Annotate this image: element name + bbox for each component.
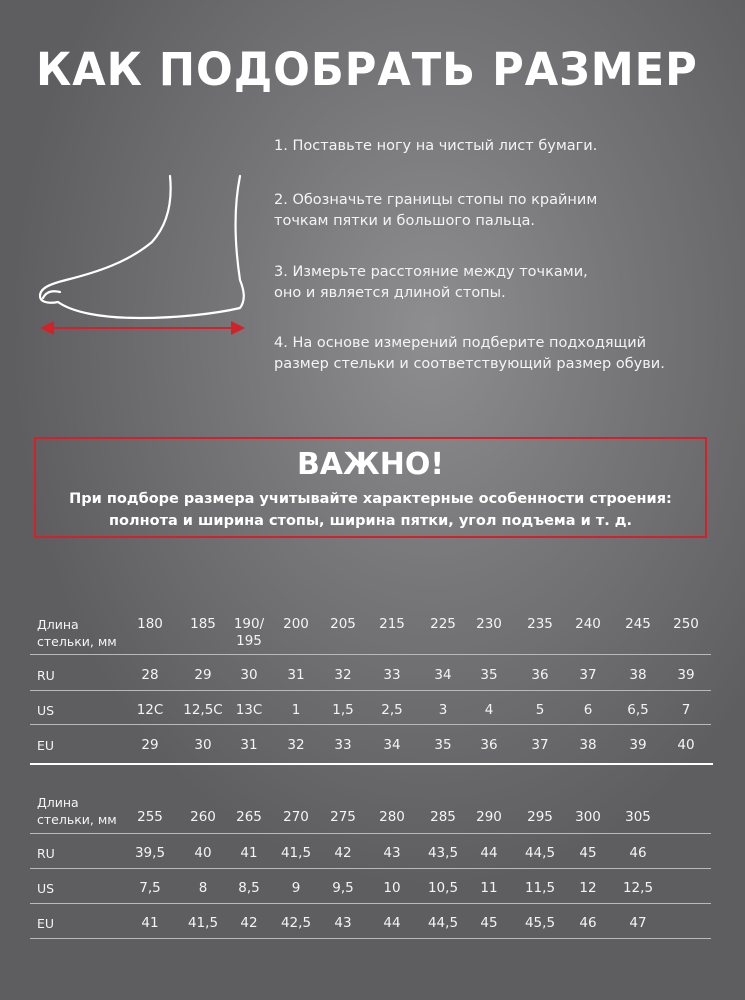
- cell-insole: 215: [379, 616, 405, 632]
- cell-ru: 28: [141, 667, 159, 683]
- cell-us: 7: [681, 702, 691, 718]
- page-title: КАК ПОДОБРАТЬ РАЗМЕР: [36, 43, 698, 96]
- cell-ru: 41,5: [280, 845, 312, 861]
- cell-ru: 39,5: [134, 845, 166, 861]
- cell-ru: 38: [629, 667, 647, 683]
- important-notice: [34, 437, 707, 538]
- cell-ru: 40: [194, 845, 212, 861]
- cell-us: 7,5: [139, 880, 161, 896]
- cell-insole: 285: [430, 809, 456, 825]
- step-1: 1. Поставьте ногу на чистый лист бумаги.: [274, 138, 598, 154]
- cell-insole: 235: [527, 616, 553, 632]
- table-divider: [30, 868, 711, 869]
- cell-us: 10,5: [427, 880, 459, 896]
- cell-insole: 275: [330, 809, 356, 825]
- row-label-us: US: [37, 881, 55, 896]
- cell-insole: 185: [190, 616, 216, 632]
- table-divider: [30, 833, 711, 834]
- cell-insole: 190/ 195: [233, 616, 265, 649]
- cell-eu: 33: [334, 737, 352, 753]
- cell-ru: 43: [383, 845, 401, 861]
- cell-insole: 240: [575, 616, 601, 632]
- table-divider: [30, 938, 711, 939]
- cell-eu: 36: [480, 737, 498, 753]
- table-divider: [30, 763, 713, 765]
- cell-ru: 30: [240, 667, 258, 683]
- cell-insole: 290: [476, 809, 502, 825]
- cell-eu: 44: [383, 915, 401, 931]
- cell-eu: 42,5: [280, 915, 312, 931]
- cell-us: 8,5: [238, 880, 260, 896]
- cell-us: 1,5: [332, 702, 354, 718]
- row-label-eu: EU: [37, 738, 55, 753]
- cell-us: 12,5C: [183, 702, 223, 718]
- cell-eu: 29: [141, 737, 159, 753]
- important-text: При подборе размера учитывайте характерные особенности строения: полнота и ширина стопы, ширина пятки, угол подъема и т. д.: [69, 491, 672, 529]
- table-divider: [30, 724, 711, 725]
- row-label-us: US: [37, 703, 55, 718]
- cell-insole: 200: [283, 616, 309, 632]
- cell-insole: 265: [236, 809, 262, 825]
- cell-us: 6,5: [627, 702, 649, 718]
- cell-ru: 36: [531, 667, 549, 683]
- cell-ru: 35: [480, 667, 498, 683]
- cell-ru: 44: [480, 845, 498, 861]
- cell-ru: 32: [334, 667, 352, 683]
- cell-ru: 39: [677, 667, 695, 683]
- cell-eu: 41: [141, 915, 159, 931]
- cell-insole: 270: [283, 809, 309, 825]
- cell-eu: 47: [629, 915, 647, 931]
- cell-eu: 37: [531, 737, 549, 753]
- cell-eu: 39: [629, 737, 647, 753]
- cell-us: 10: [383, 880, 401, 896]
- row-label-ru: RU: [37, 846, 55, 861]
- cell-ru: 41: [240, 845, 258, 861]
- cell-insole: 205: [330, 616, 356, 632]
- cell-eu: 34: [383, 737, 401, 753]
- cell-ru: 33: [383, 667, 401, 683]
- row-label-insole: Длина стельки, мм: [37, 617, 117, 649]
- cell-eu: 40: [677, 737, 695, 753]
- cell-us: 9: [291, 880, 301, 896]
- cell-us: 3: [438, 702, 448, 718]
- cell-us: 12,5: [622, 880, 654, 896]
- cell-insole: 300: [575, 809, 601, 825]
- cell-eu: 43: [334, 915, 352, 931]
- cell-ru: 34: [434, 667, 452, 683]
- cell-us: 12C: [136, 702, 164, 718]
- cell-us: 4: [484, 702, 494, 718]
- cell-us: 11: [480, 880, 498, 896]
- cell-insole: 230: [476, 616, 502, 632]
- cell-insole: 295: [527, 809, 553, 825]
- cell-us: 6: [583, 702, 593, 718]
- cell-eu: 46: [579, 915, 597, 931]
- cell-ru: 44,5: [524, 845, 556, 861]
- cell-ru: 43,5: [427, 845, 459, 861]
- cell-eu: 45,5: [524, 915, 556, 931]
- cell-us: 13C: [235, 702, 263, 718]
- row-label-eu: EU: [37, 916, 55, 931]
- cell-us: 12: [579, 880, 597, 896]
- step-3: 3. Измерьте расстояние между точками, оно и является длиной стопы.: [274, 264, 588, 301]
- cell-eu: 44,5: [427, 915, 459, 931]
- cell-ru: 37: [579, 667, 597, 683]
- foot-diagram: [0, 0, 300, 360]
- cell-eu: 35: [434, 737, 452, 753]
- cell-eu: 32: [287, 737, 305, 753]
- step-2: 2. Обозначьте границы стопы по крайним точкам пятки и большого пальца.: [274, 192, 598, 229]
- table-divider: [30, 654, 711, 655]
- row-label-insole: Длина стельки, мм: [37, 795, 117, 827]
- cell-us: 9,5: [332, 880, 354, 896]
- cell-us: 11,5: [524, 880, 556, 896]
- cell-eu: 30: [194, 737, 212, 753]
- cell-ru: 29: [194, 667, 212, 683]
- cell-insole: 225: [430, 616, 456, 632]
- cell-ru: 42: [334, 845, 352, 861]
- cell-insole: 180: [137, 616, 163, 632]
- cell-eu: 31: [240, 737, 258, 753]
- table-divider: [30, 903, 711, 904]
- row-label-ru: RU: [37, 668, 55, 683]
- table-divider: [30, 690, 711, 691]
- step-4: 4. На основе измерений подберите подходящий размер стельки и соответствующий размер обуви.: [274, 335, 665, 372]
- cell-eu: 38: [579, 737, 597, 753]
- cell-ru: 31: [287, 667, 305, 683]
- cell-insole: 245: [625, 616, 651, 632]
- cell-ru: 45: [579, 845, 597, 861]
- double-arrow-icon: [40, 321, 245, 335]
- cell-insole: 255: [137, 809, 163, 825]
- cell-insole: 260: [190, 809, 216, 825]
- cell-eu: 42: [240, 915, 258, 931]
- cell-us: 2,5: [381, 702, 403, 718]
- important-title: ВАЖНО!: [296, 447, 445, 482]
- cell-insole: 305: [625, 809, 651, 825]
- foot-outline-icon: [40, 176, 244, 318]
- cell-ru: 46: [629, 845, 647, 861]
- cell-us: 1: [291, 702, 301, 718]
- cell-eu: 45: [480, 915, 498, 931]
- cell-us: 8: [198, 880, 208, 896]
- cell-us: 5: [535, 702, 545, 718]
- cell-insole: 250: [673, 616, 699, 632]
- cell-insole: 280: [379, 809, 405, 825]
- cell-eu: 41,5: [187, 915, 219, 931]
